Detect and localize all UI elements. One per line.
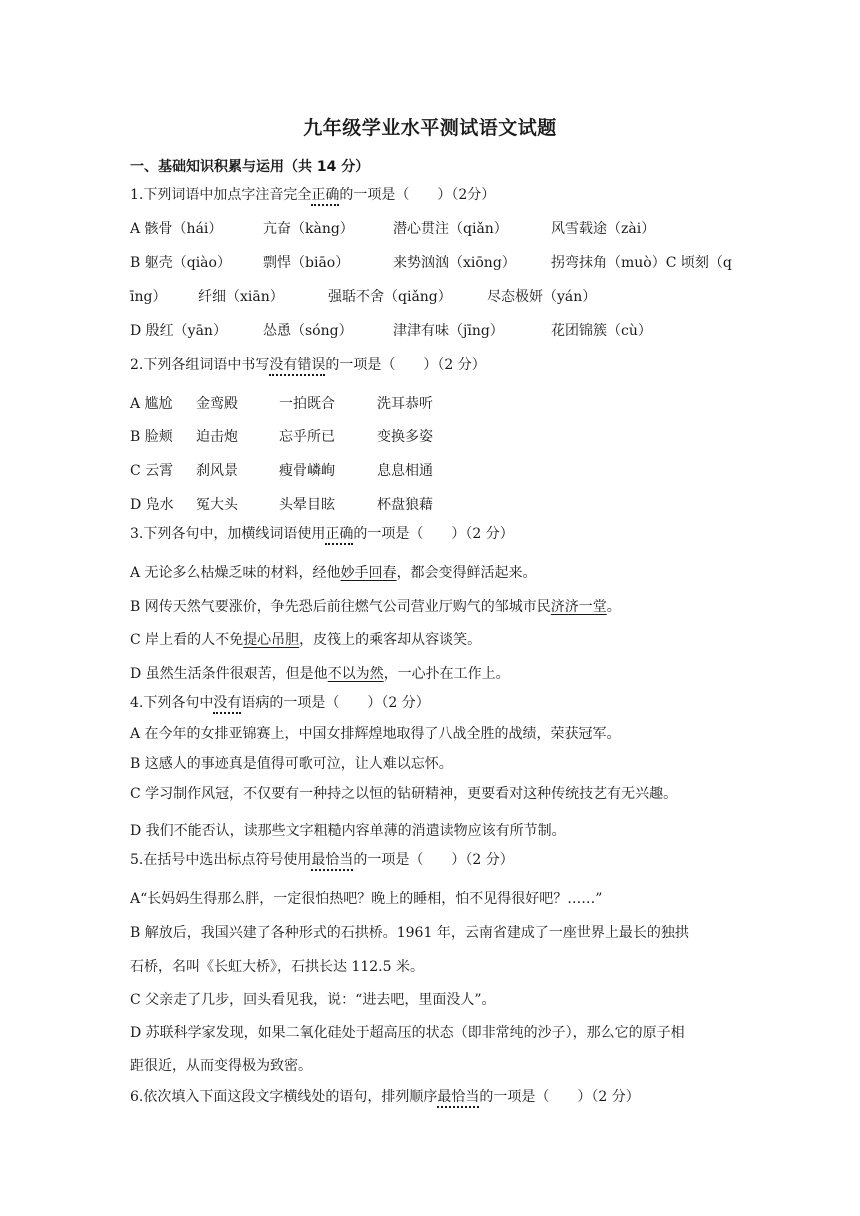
q2-b-4: 变换多姿: [377, 429, 433, 445]
option-text: ，都会变得鲜活起来。: [396, 565, 537, 581]
q3-option-b: [130, 597, 621, 617]
q3-option-a: [130, 563, 537, 583]
stem-text: 的一项是（ ）（2 分）: [479, 1089, 640, 1105]
section-heading: 一、基础知识积累与运用（共 14 分）: [130, 159, 370, 175]
q5-option-d-line2: 距很近，从而变得极为致密。: [130, 1058, 312, 1074]
question-4-stem: [130, 693, 430, 713]
q2-c-1: C 云霄: [130, 463, 174, 479]
stem-text: 的一项是（ ）（2 分）: [325, 357, 486, 373]
q5-option-b-line2: 石桥，名叫《长虹大桥》，石拱长达 112.5 米。: [130, 959, 424, 975]
q2-d-2: 冤大头: [196, 497, 238, 513]
stem-text: 的一项是（ ）（2 分）: [353, 526, 514, 542]
q4-option-a: A 在今年的女排亚锦赛上，中国女排辉煌地取得了八战全胜的战绩，荣获冠军。: [130, 726, 621, 742]
q1-option-b-3: 来势汹汹（xiōng）: [393, 255, 516, 271]
q1-option-a-3: 潜心贯注（qiǎn）: [393, 221, 508, 237]
question-5-stem: [130, 850, 514, 870]
q1-option-b-2: 剽悍（biāo）: [263, 255, 350, 271]
q2-b-2: 迫击炮: [196, 429, 238, 445]
option-text: D 虽然生活条件很艰苦，但是他: [130, 666, 328, 682]
underlined-phrase: 提心吊胆: [243, 632, 300, 648]
q5-option-c: C 父亲走了几步，回头看见我，说：“进去吧，里面没人”。: [130, 992, 496, 1008]
dotted-emphasis: 没有错误: [269, 357, 325, 376]
underlined-phrase: 济济一堂: [550, 599, 607, 615]
document-title: 九年级学业水平测试语文试题: [303, 117, 557, 139]
q1-option-d-2: 怂恿（sóng）: [263, 323, 353, 339]
q4-option-c: C 学习制作风冠，不仅要有一种持之以恒的钻研精神，更要看对这种传统技艺有无兴趣。: [130, 786, 678, 802]
option-text: C 岸上看的人不免: [130, 632, 244, 648]
stem-text: 6.依次填入下面这段文字横线处的语句，排列顺序: [130, 1089, 438, 1105]
stem-text: 1.下列词语中加点字注音完全: [130, 187, 312, 203]
q2-d-3: 头晕目眩: [279, 497, 335, 513]
q2-d-1: D 凫水: [130, 497, 174, 513]
stem-text: 4.下列各句中: [130, 695, 214, 711]
question-1-stem: [130, 185, 495, 205]
q1-option-d-4: 花团锦簇（cù）: [551, 323, 652, 339]
q5-option-d-line1: D 苏联科学家发现，如果二氧化硅处于超高压的状态（即非常纯的沙子），那么它的原子相: [130, 1025, 685, 1041]
q1-option-c-1: īng）: [130, 289, 167, 305]
q1-option-c-4: 尽态极妍（yán）: [487, 289, 597, 305]
stem-text: 的一项是（ ）（2 分）: [353, 852, 514, 868]
option-text: ，一心扑在工作上。: [383, 666, 510, 682]
underlined-phrase: 不以为然: [327, 666, 384, 682]
question-6-stem: [130, 1087, 640, 1107]
q4-option-b: B 这感人的事迹真是值得可歌可泣，让人难以忘怀。: [130, 756, 453, 772]
q1-option-a-1: A 骸骨（hái）: [130, 221, 223, 237]
q1-option-b-4: 拐弯抹角（muò）C 顷刻（q: [551, 255, 732, 271]
q3-option-c: [130, 630, 481, 650]
stem-text: 3.下列各句中，加横线词语使用: [130, 526, 326, 542]
underlined-phrase: 妙手回春: [340, 565, 397, 581]
q3-option-d: [130, 664, 510, 684]
dotted-emphasis: 没有: [213, 695, 241, 714]
q2-a-1: A 尴尬: [130, 396, 173, 412]
q2-b-1: B 脸颊: [130, 429, 173, 445]
dotted-emphasis: 最恰当: [311, 852, 353, 871]
q4-option-d: D 我们不能否认，读那些文字粗糙内容单薄的消遣读物应该有所节制。: [130, 823, 566, 839]
option-text: B 网传天然气要涨价，争先恐后前往燃气公司营业厅购气的邹城市民: [130, 599, 551, 615]
question-3-stem: [130, 524, 514, 544]
stem-text: 的一项是（ ）（2分）: [339, 187, 496, 203]
q1-option-d-3: 津津有味（jīng）: [393, 323, 504, 339]
q2-d-4: 杯盘狼藉: [377, 497, 433, 513]
q2-a-2: 金鸾殿: [196, 396, 238, 412]
option-text: ，皮筏上的乘客却从容谈笑。: [299, 632, 482, 648]
option-text: 。: [606, 599, 621, 615]
dotted-emphasis: 正确: [325, 526, 353, 545]
dotted-emphasis: 正确: [311, 187, 339, 206]
q2-b-3: 忘乎所已: [279, 429, 335, 445]
q2-a-3: 一拍既合: [279, 396, 335, 412]
q2-c-3: 瘦骨嶙峋: [279, 463, 335, 479]
q1-option-a-2: 亢奋（kàng）: [263, 221, 354, 237]
q2-c-4: 息息相通: [377, 463, 433, 479]
question-2-stem: [130, 355, 486, 375]
stem-text: 语病的一项是（ ）（2 分）: [241, 695, 430, 711]
q1-option-a-4: 风雪载途（zài）: [551, 221, 656, 237]
dotted-emphasis: 最恰当: [437, 1089, 479, 1108]
q2-a-4: 洗耳恭听: [377, 396, 433, 412]
stem-text: 5.在括号中选出标点符号使用: [130, 852, 312, 868]
stem-text: 2.下列各组词语中书写: [130, 357, 270, 373]
q1-option-c-2: 纤细（xiān）: [198, 289, 284, 305]
q5-option-a: A“长妈妈生得那么胖，一定很怕热吧？晚上的睡相，怕不见得很好吧？……”: [130, 891, 603, 907]
q5-option-b-line1: B 解放后，我国兴建了各种形式的石拱桥。1961 年，云南省建成了一座世界上最长的独拱: [130, 925, 689, 941]
option-text: A 无论多么枯燥乏味的材料，经他: [130, 565, 341, 581]
q1-option-c-3: 强聒不舍（qiǎng）: [328, 289, 452, 305]
q1-option-b-1: B 躯壳（qiào）: [130, 255, 231, 271]
q2-c-2: 刹风景: [196, 463, 238, 479]
q1-option-d-1: D 殷红（yān）: [130, 323, 227, 339]
